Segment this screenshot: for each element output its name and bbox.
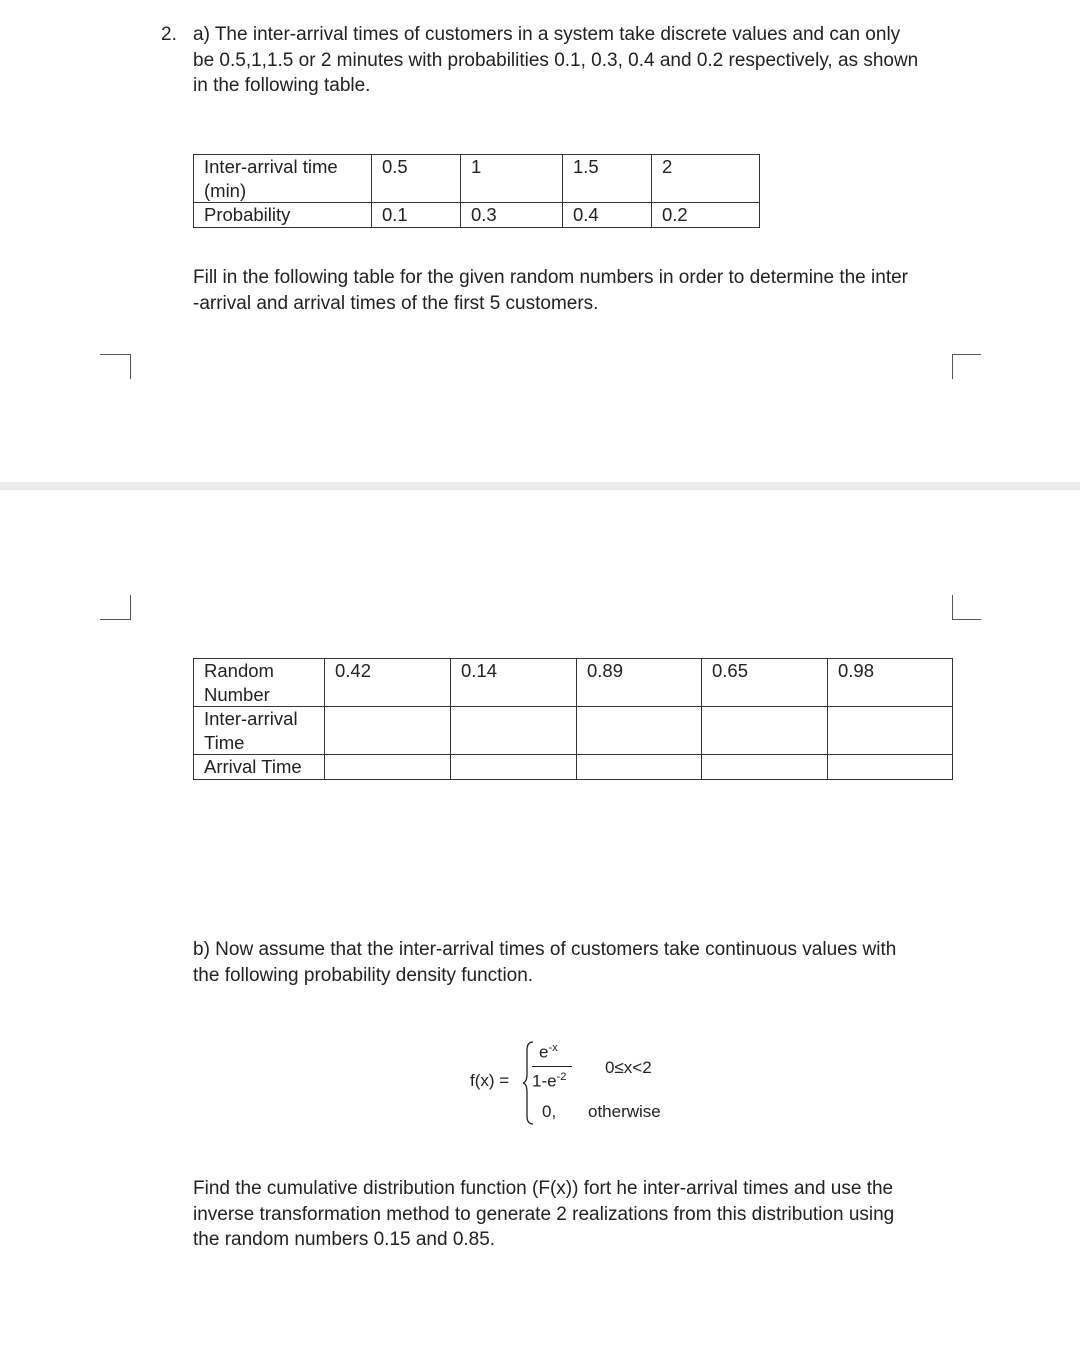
margin-corner-mark xyxy=(100,595,131,620)
table-cell: 2 xyxy=(652,155,760,203)
numerator xyxy=(539,1042,558,1063)
condition-otherwise: otherwise xyxy=(588,1102,661,1121)
margin-corner-mark xyxy=(952,595,981,620)
empty-answer-cell[interactable] xyxy=(451,707,577,755)
page-separator xyxy=(0,482,1080,490)
numerator-base: e xyxy=(539,1042,549,1062)
cell-text: Inter-arrival xyxy=(204,708,298,729)
table-header-cell: Arrival Time xyxy=(194,755,325,780)
fill-instruction-line: Fill in the following table for the given random numbers in order to determine the inter xyxy=(193,267,908,288)
table-row xyxy=(194,707,953,755)
empty-answer-cell[interactable] xyxy=(325,707,451,755)
table-cell: 0.98 xyxy=(828,659,953,707)
part-b-intro-line: b) Now assume that the inter-arrival times of customers take continuous values with xyxy=(193,939,897,960)
numerator-exponent: -x xyxy=(548,1042,558,1054)
cell-text: Random xyxy=(204,660,274,681)
cell-text: Time xyxy=(204,731,245,753)
table-cell: 0.4 xyxy=(563,203,652,228)
table-cell: 0.1 xyxy=(372,203,461,228)
table-cell: 0.89 xyxy=(577,659,702,707)
table-header-cell xyxy=(194,155,372,203)
fill-instruction xyxy=(193,265,908,316)
table-cell: 0.2 xyxy=(652,203,760,228)
denominator-base: 1-e xyxy=(532,1071,557,1091)
question-number: 2. xyxy=(161,24,177,45)
distribution-table xyxy=(193,154,760,228)
empty-answer-cell[interactable] xyxy=(577,707,702,755)
denominator-exponent: -2 xyxy=(556,1071,567,1083)
table-cell: 0.42 xyxy=(325,659,451,707)
condition-range: 0≤x<2 xyxy=(605,1058,652,1077)
part-b-intro-line: the following probability density function. xyxy=(193,964,534,986)
table-row xyxy=(194,659,953,707)
empty-answer-cell[interactable] xyxy=(325,755,451,780)
table-cell: 1 xyxy=(461,155,563,203)
table-header-cell xyxy=(194,659,325,707)
part-b-task-line: Find the cumulative distribution function (F(x)) fort he inter-arrival times and use the xyxy=(193,1178,894,1199)
cell-text: Inter-arrival time xyxy=(204,156,338,177)
table-cell: 0.5 xyxy=(372,155,461,203)
part-b-task-line: the random numbers 0.15 and 0.85. xyxy=(193,1229,496,1250)
part-a-intro-line: be 0.5,1,1.5 or 2 minutes with probabilities 0.1, 0.3, 0.4 and 0.2 respectively, as shown xyxy=(193,49,919,71)
empty-answer-cell[interactable] xyxy=(577,755,702,780)
cell-text: (min) xyxy=(204,179,247,201)
table-header-cell xyxy=(194,707,325,755)
empty-answer-cell[interactable] xyxy=(702,707,828,755)
random-number-table xyxy=(193,658,953,780)
margin-corner-mark xyxy=(100,354,131,379)
table-row xyxy=(194,755,953,780)
margin-corner-mark xyxy=(952,354,981,379)
denominator xyxy=(532,1071,566,1092)
empty-answer-cell[interactable] xyxy=(451,755,577,780)
otherwise-value: 0, xyxy=(542,1102,557,1121)
fill-instruction-line: -arrival and arrival times of the first 5 customers. xyxy=(193,292,599,314)
empty-answer-cell[interactable] xyxy=(702,755,828,780)
part-a-intro-line: in the following table. xyxy=(193,75,371,96)
table-cell: 1.5 xyxy=(563,155,652,203)
part-b-intro xyxy=(193,937,896,988)
part-b-task xyxy=(193,1176,894,1253)
table-cell: 0.65 xyxy=(702,659,828,707)
table-header-cell: Probability xyxy=(194,203,372,228)
part-a-intro-line: a) The inter-arrival times of customers in a system take discrete values and can only xyxy=(193,24,901,45)
formula-lhs: f(x) = xyxy=(470,1071,510,1090)
pdf-formula xyxy=(440,1036,740,1126)
fraction-bar xyxy=(532,1066,572,1067)
empty-answer-cell[interactable] xyxy=(828,755,953,780)
part-a-intro xyxy=(193,22,918,99)
table-cell: 0.14 xyxy=(451,659,577,707)
empty-answer-cell[interactable] xyxy=(828,707,953,755)
table-row xyxy=(194,203,760,228)
cell-text: Number xyxy=(204,683,270,705)
table-cell: 0.3 xyxy=(461,203,563,228)
part-b-task-line: inverse transformation method to generate 2 realizations from this distribution using xyxy=(193,1203,895,1225)
table-row xyxy=(194,155,760,203)
